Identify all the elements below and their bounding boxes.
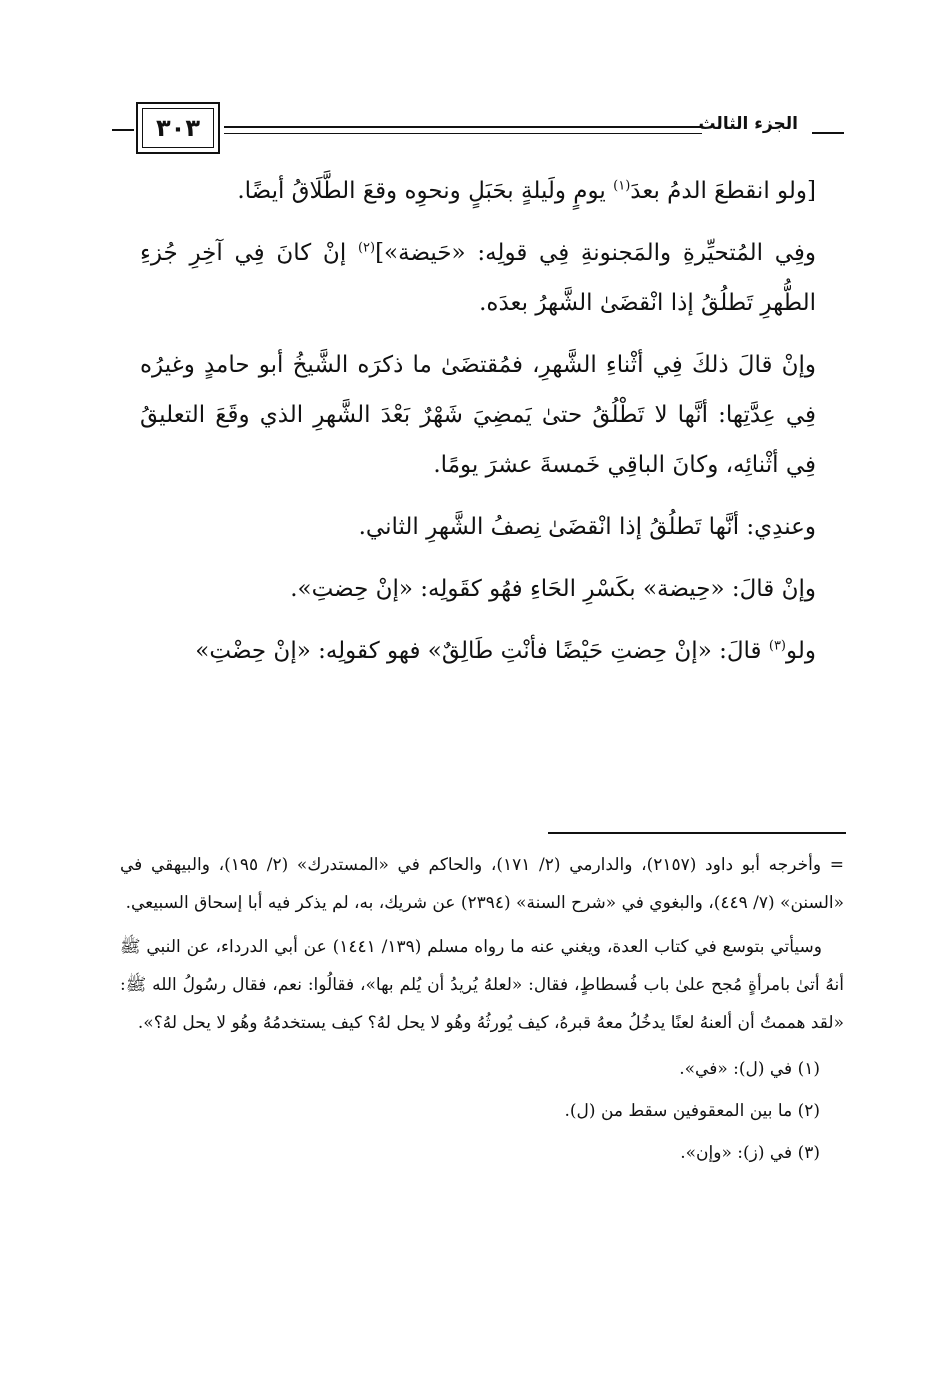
- footnote-2: (٢) ما بين المعقوفين سقط من (ل).: [564, 1101, 820, 1121]
- running-title: الجزء الثالث: [698, 114, 798, 134]
- footnote-continuation: = وأخرجه أبو داود (٢١٥٧)، والدارمي (٢/ ١٧١)، والحاكم في «المستدرك» (٢/ ١٩٥)، والبيهقي في «السنن» (٧/ ٤٤٩)، والبغوي في «شرح السنة» (٢٣٩٤) عن شريك، به، لم يذكر فيه أبا إسحاق السبيعي.: [120, 855, 845, 913]
- header-rule-left: [112, 129, 134, 131]
- footnote-ref-3[interactable]: (٣): [768, 638, 786, 654]
- header-rule-right: [812, 132, 844, 134]
- paragraph-6: ولو$^{(٣)}$ قالَ: «إنْ حِضتِ حَيْضًا فأنْتِ طَالِقٌ» فهو كقولِه: «إنْ حِضْتِ»: [195, 638, 816, 664]
- footnote-1: (١) في (ل): «في».: [679, 1059, 820, 1079]
- header-rule-long-thin: [224, 133, 702, 134]
- page-number: ٣٠٣: [142, 108, 214, 148]
- paragraph-3: وإنْ قالَ ذلكَ فِي أثْناءِ الشَّهرِ، فمُقتضَىٰ ما ذكرَه الشَّيخُ أبو حامدٍ وغيرُه فِي عِدَّتِها: أنَّها لا تَطْلُقُ حتىٰ يَمضِيَ شَهْرٌ بَعْدَ الشَّهرِ الذي وقَعَ التعليقُ فِي أثْنائِه، وكانَ الباقِي خَمسةَ عشرَ يومًا.: [140, 352, 816, 478]
- page-header: [112, 98, 844, 164]
- header-rule-long: [224, 126, 702, 128]
- paragraph-2: وفِي المُتحيِّرةِ والمَجنونةِ فِي قولِه: «حَيضة»]$^{(٢)}$ إنْ كانَ فِي آخِرِ جُزءِ الطُّهرِ تَطلُقُ إذا انْقضَىٰ الشَّهرُ بعدَه.: [140, 240, 817, 316]
- paragraph-4: وعندِي: أنَّها تَطلُقُ إذا انْقضَىٰ نِصفُ الشَّهرِ الثاني.: [358, 514, 816, 540]
- footnote-paragraph: وسيأتي بتوسع في كتاب العدة، ويغني عنه ما رواه مسلم (١٣٩/ ١٤٤١) عن أبي الدرداء، عن النبي ﷺ أنهُ أتىٰ بامرأةٍ مُجح علىٰ باب فُسطاطٍ، فقال: «لعلهُ يُريدُ أن يُلم بها»، فقالُوا: نعم، فقال رسُولُ الله ﷺ: «لقد هممتُ أن ألعنهُ لعنًا يدخُلُ معهُ قبرهُ، كيف يُورثُهُ وهُو لا يحل لهُ؟ كيف يستخدمُهُ وهُو لا يحل لهُ؟».: [120, 937, 844, 1033]
- footnote-3: (٣) في (ز): «وإن».: [680, 1143, 820, 1163]
- footnote-ref-2[interactable]: (٢): [357, 240, 376, 256]
- page-number-frame: [136, 102, 220, 154]
- paragraph-1: [ولو انقطعَ الدمُ بعدَ$^{(١)}$ يومٍ ولَيلةٍ بحَبَلٍ ونحوِه وقعَ الطَّلَاقُ أيضًا.: [237, 178, 816, 204]
- main-text: [140, 166, 816, 688]
- footnote-ref-1[interactable]: (١): [613, 178, 631, 194]
- paragraph-5: وإنْ قالَ: «حِيضة» بكَسْرِ الحَاءِ فهُو كقَولِه: «إنْ حِضتِ».: [290, 576, 816, 602]
- footnote-separator: [548, 832, 846, 834]
- footnotes: [120, 846, 844, 1174]
